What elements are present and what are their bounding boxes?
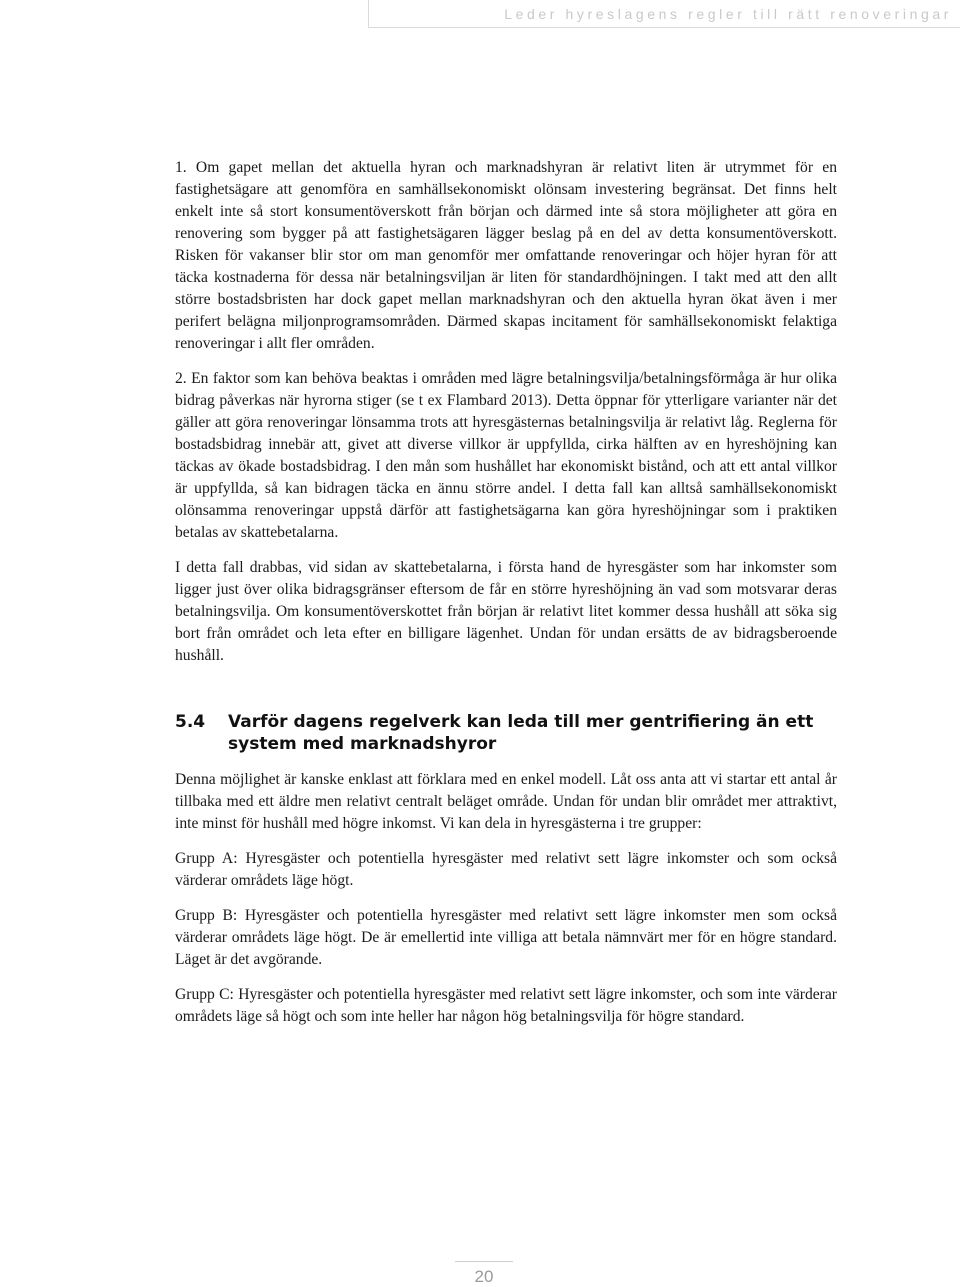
paragraph-consequence: I detta fall drabbas, vid sidan av skattebetalarna, i första hand de hyresgäster som har inkomster som ligger just över olika bidragsgränser eftersom de får en större hyreshöjning än vad som motsvarar deras betalningsvilja. Om konsumentöverskottet från början är relativt litet kommer dessa hushåll att söka sig bort från området och leta efter en billigare lägenhet. Undan för undan ersätts de av bidragsberoende hushåll. xyxy=(175,559,837,664)
paragraph-group-b: Grupp B: Hyresgäster och potentiella hyresgäster med relativt sett lägre inkomster men som också värderar områdets läge högt. De är emellertid inte villiga att betala nämnvärt mer för en högre standard. Läget är det avgörande. xyxy=(175,907,837,968)
paragraph-intro: Denna möjlighet är kanske enklast att förklara med en enkel modell. Låt oss anta att vi startar ett antal år tillbaka med ett äldre men relativt centralt beläget område. Undan för undan blir området mer attraktivt, inte minst för hushåll med högre inkomst. Vi kan dela in hyresgästerna i tre grupper: xyxy=(175,771,837,832)
section-title: Varför dagens regelverk kan leda till mer gentrifiering än ett system med marknadshyror xyxy=(228,712,814,754)
paragraph-point-2: 2. En faktor som kan behöva beaktas i områden med lägre betalningsvilja/betalningsförmåga är hur olika bidrag påverkas när hyrorna stiger (se t ex Flambard 2013). Detta öppnar för ytterligare varianter när det gäller att göra renoveringar lönsamma trots att hyresgästernas betalningsvilja är relativt låg. Reglerna för bostadsbidrag innebär att, givet att diverse villkor är uppfyllda, cirka hälften av en hyreshöjning kan täckas av ökade bostadsbidrag. I den mån som hushållet har ekonomiskt bistånd, och att ett antal villkor är uppfyllda, så kan bidragen täcka en ännu större andel. I detta fall kan alltså samhällsekonomiskt olönsamma renoveringar uppstå därför att fastighetsägarna kan göra hyreshöjningar som i praktiken betalas av skattebetalarna. xyxy=(175,370,837,541)
paragraph-group-a: Grupp A: Hyresgäster och potentiella hyresgäster med relativt sett lägre inkomster och som också värderar områdets läge högt. xyxy=(175,850,837,889)
footer-divider xyxy=(455,1261,513,1262)
paragraph-point-1: 1. Om gapet mellan det aktuella hyran och marknadshyran är relativt liten är utrymmet för en fastighetsägare att genomföra en samhällsekonomiskt olönsam investering begränsat. Det finns helt enkelt inte så stort konsumentöverskott från början och därmed inte så stora möjligheter att göra en renovering som bygger på att fastighetsägaren lägger beslag på en del av detta konsumentöverskott. Risken för vakanser blir stor om man genomför mer omfattande renoveringar och höjer hyran för att täcka kostnaderna för dessa när betalningsviljan är liten för standardhöjningen. I takt med att den allt större bostadsbristen har dock gapet mellan marknadshyran och den aktuella hyran ökat även i mer perifert belägna miljonprogramsområden. Därmed skapas incitament för samhällsekonomiskt felaktiga renoveringar i allt fler områden. xyxy=(175,159,837,352)
running-header-title: Leder hyreslagens regler till rätt renoveringar xyxy=(504,6,952,22)
paragraph-group-c: Grupp C: Hyresgäster och potentiella hyresgäster med relativt sett lägre inkomster, och som inte värderar områdets läge så högt och som inte heller har någon hög betalningsvilja för högre standard. xyxy=(175,986,837,1025)
page-body xyxy=(175,157,837,1028)
running-header xyxy=(368,0,960,28)
section-heading xyxy=(175,711,837,755)
section-number: 5.4 xyxy=(175,712,206,732)
page-number: 20 xyxy=(474,1267,494,1286)
